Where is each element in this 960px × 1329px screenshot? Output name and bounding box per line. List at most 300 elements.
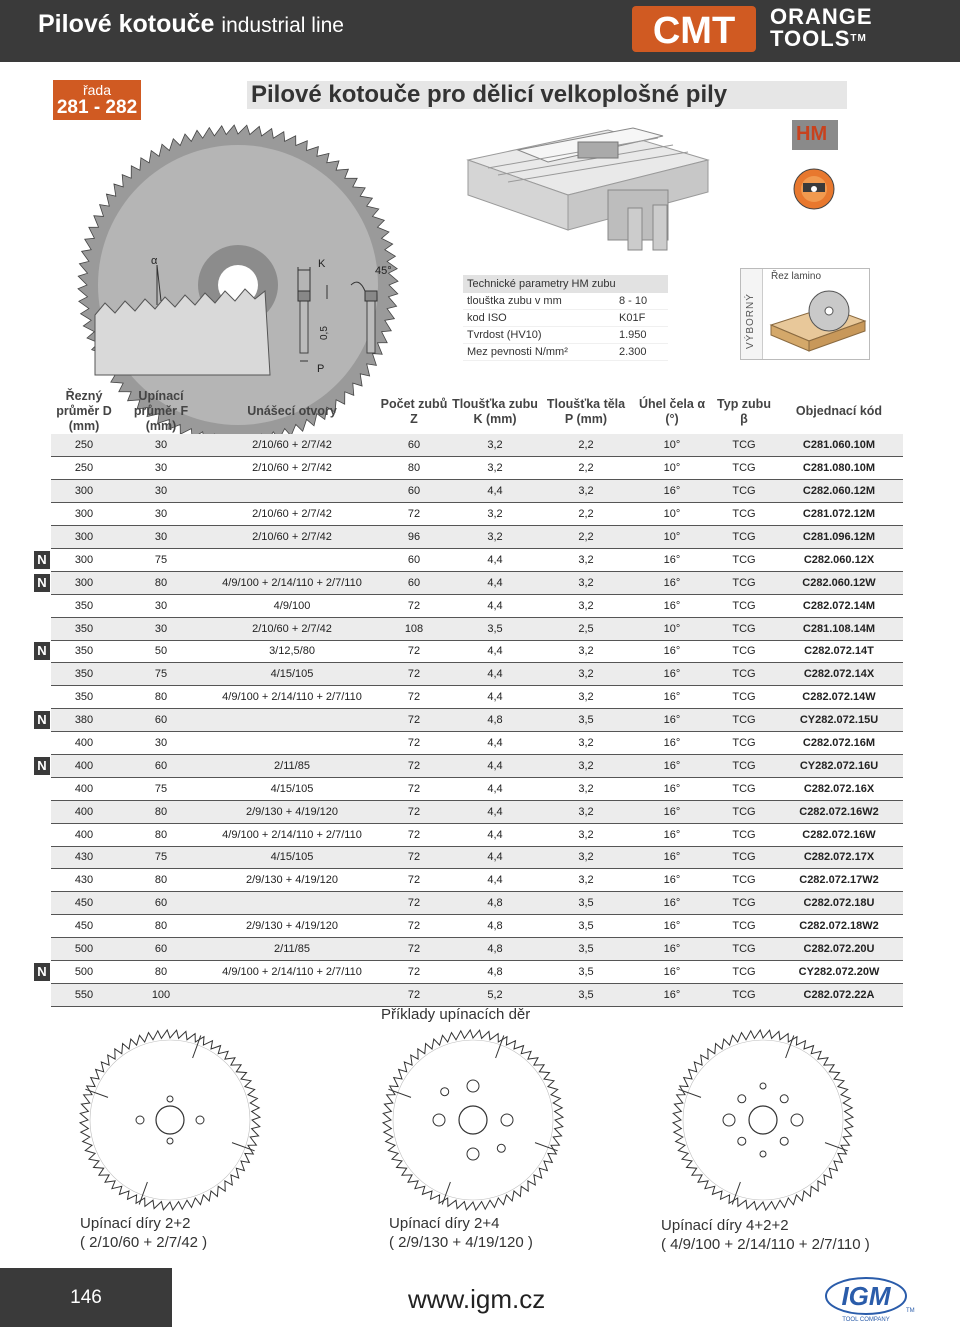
cell-order-code: C282.072.14M [775,594,903,617]
table-row [33,846,903,869]
cell-tooth-thickness: 3,2 [449,503,541,526]
cell-body-thickness: 3,2 [541,732,631,755]
cell-tooth-type: TCG [713,892,775,915]
cell-diameter: 430 [51,846,117,869]
cell-body-thickness: 3,2 [541,480,631,503]
cell-hook-angle: 16° [631,571,713,594]
cell-hook-angle: 16° [631,686,713,709]
header-teeth-count: Počet zubů Z [380,396,448,426]
cell-hook-angle: 16° [631,777,713,800]
cell-order-code: C281.096.12M [775,526,903,549]
new-flag-cell [33,594,51,617]
cell-pin-holes: 2/10/60 + 2/7/42 [205,457,379,480]
table-row [33,732,903,755]
cell-order-code: C282.072.18W2 [775,915,903,938]
series-value: 281 - 282 [56,97,138,118]
cell-tooth-thickness: 4,4 [449,480,541,503]
cell-tooth-type: TCG [713,800,775,823]
cell-hook-angle: 10° [631,434,713,457]
cell-diameter: 350 [51,617,117,640]
cell-tooth-thickness: 4,4 [449,869,541,892]
cell-teeth: 60 [379,548,449,571]
cell-tooth-type: TCG [713,686,775,709]
new-flag-cell [33,823,51,846]
cell-diameter: 300 [51,526,117,549]
title-light: industrial line [221,14,344,37]
p-label: P [317,363,325,375]
table-row [33,640,903,663]
example-blade-2-4 [373,1020,573,1220]
table-row [33,709,903,732]
table-row [33,526,903,549]
cell-bore: 60 [117,709,205,732]
cell-pin-holes [205,548,379,571]
new-flag-cell [33,571,51,594]
cell-diameter: 400 [51,754,117,777]
new-flag-cell [33,663,51,686]
cell-tooth-type: TCG [713,732,775,755]
cell-bore: 100 [117,983,205,1006]
cell-pin-holes: 2/9/130 + 4/19/120 [205,869,379,892]
example-blade-shape [80,1030,260,1210]
cell-teeth: 72 [379,503,449,526]
cell-pin-holes: 4/9/100 + 2/14/110 + 2/7/110 [205,686,379,709]
cell-hook-angle: 10° [631,617,713,640]
cell-tooth-type: TCG [713,663,775,686]
rating-side [741,269,763,359]
website-link[interactable]: www.igm.cz [408,1284,546,1314]
cell-tooth-type: TCG [713,823,775,846]
cell-diameter: 350 [51,640,117,663]
cell-teeth: 72 [379,915,449,938]
cell-order-code: C282.072.16W [775,823,903,846]
cell-tooth-type: TCG [713,846,775,869]
cell-diameter: 400 [51,732,117,755]
cell-body-thickness: 2,2 [541,503,631,526]
cell-bore: 80 [117,915,205,938]
param-row: tlouštka zubu v mm 8 - 10 [463,293,668,310]
new-flag-cell [33,892,51,915]
cmt-logo [632,6,756,52]
example-blade-shape [383,1030,563,1210]
param-row: Tvrdost (HV10) 1.950 [463,327,668,344]
rating-label: Řez lamino [771,271,822,282]
table-row [33,869,903,892]
cell-pin-holes: 2/10/60 + 2/7/42 [205,503,379,526]
cell-pin-holes: 2/10/60 + 2/7/42 [205,434,379,457]
cell-pin-holes: 2/9/130 + 4/19/120 [205,800,379,823]
cell-diameter: 430 [51,869,117,892]
cell-pin-holes: 3/12,5/80 [205,640,379,663]
hm-badge-text: HM [796,123,828,145]
cell-order-code: C282.060.12W [775,571,903,594]
cell-tooth-thickness: 4,4 [449,800,541,823]
cell-teeth: 72 [379,960,449,983]
cell-tooth-type: TCG [713,983,775,1006]
cell-pin-holes: 2/10/60 + 2/7/42 [205,526,379,549]
new-badge: N [34,551,50,569]
cell-tooth-thickness: 4,4 [449,640,541,663]
cell-tooth-thickness: 4,8 [449,960,541,983]
rating-side-text: VÝBORNÝ [745,293,756,349]
cell-diameter: 400 [51,823,117,846]
cell-tooth-type: TCG [713,938,775,961]
table-row [33,960,903,983]
new-flag-cell [33,869,51,892]
cell-order-code: C282.072.22A [775,983,903,1006]
cell-tooth-type: TCG [713,869,775,892]
table-row [33,823,903,846]
cell-diameter: 550 [51,983,117,1006]
table-row [33,777,903,800]
example-label-4-2-2: Upínací díry 4+2+2 ( 4/9/100 + 2/14/110 + 2/7/110 ) [661,1217,870,1253]
cell-tooth-thickness: 4,4 [449,594,541,617]
cell-tooth-thickness: 4,4 [449,732,541,755]
cell-order-code: C282.072.14W [775,686,903,709]
cell-teeth: 108 [379,617,449,640]
param-row: kod ISO K01F [463,310,668,327]
cell-teeth: 72 [379,663,449,686]
table-row [33,594,903,617]
cell-bore: 30 [117,594,205,617]
cell-tooth-thickness: 4,4 [449,823,541,846]
new-flag-cell [33,503,51,526]
igm-logo-sub: TOOL COMPANY [842,1317,890,1323]
cell-diameter: 400 [51,777,117,800]
cell-hook-angle: 16° [631,915,713,938]
example-blade-shape [673,1030,853,1210]
cell-teeth: 80 [379,457,449,480]
cell-bore: 80 [117,823,205,846]
cell-bore: 30 [117,503,205,526]
cell-teeth: 72 [379,777,449,800]
cell-bore: 60 [117,938,205,961]
table-row [33,457,903,480]
header-body-thickness: Tloušťka těla P (mm) [546,396,626,426]
new-flag-cell [33,960,51,983]
cell-tooth-type: TCG [713,617,775,640]
cell-order-code: C282.072.16M [775,732,903,755]
orange-tools-wordmark [770,6,873,50]
cell-hook-angle: 16° [631,663,713,686]
brand-tm: TM [850,33,867,44]
cell-tooth-type: TCG [713,571,775,594]
new-badge: N [34,757,50,775]
cell-teeth: 60 [379,480,449,503]
cell-hook-angle: 16° [631,846,713,869]
new-flag-cell [33,983,51,1006]
header-tooth-thickness: Tloušťka zubu K (mm) [452,396,538,426]
cell-order-code: C282.072.16W2 [775,800,903,823]
cell-pin-holes: 4/15/105 [205,846,379,869]
cell-order-code: C282.072.14T [775,640,903,663]
new-flag-cell [33,938,51,961]
header-bar [0,0,960,62]
cell-body-thickness: 3,2 [541,777,631,800]
cell-body-thickness: 3,2 [541,823,631,846]
cell-bore: 75 [117,846,205,869]
cell-diameter: 350 [51,594,117,617]
cell-tooth-type: TCG [713,640,775,663]
table-row [33,663,903,686]
cell-teeth: 72 [379,938,449,961]
new-badge: N [34,963,50,981]
cell-body-thickness: 3,2 [541,571,631,594]
example-label-2-4: Upínací díry 2+4 ( 2/9/130 + 4/19/120 ) [389,1215,533,1251]
page-title [38,10,344,39]
cell-pin-holes [205,709,379,732]
angle-label: 45° [375,265,392,277]
k-label: K [318,258,326,270]
examples-title: Příklady upínacích děr [381,1006,531,1023]
table-row [33,434,903,457]
cell-tooth-thickness: 4,4 [449,571,541,594]
cell-pin-holes: 4/9/100 [205,594,379,617]
cell-body-thickness: 3,5 [541,960,631,983]
example-blade-4-2-2 [663,1020,863,1220]
table-row [33,800,903,823]
cell-bore: 60 [117,754,205,777]
cell-body-thickness: 3,2 [541,640,631,663]
cell-diameter: 350 [51,686,117,709]
rating-box [740,268,870,360]
product-table [33,389,903,1007]
cell-pin-holes: 4/9/100 + 2/14/110 + 2/7/110 [205,823,379,846]
cell-order-code: C282.072.20U [775,938,903,961]
cell-teeth: 72 [379,800,449,823]
new-flag-cell [33,480,51,503]
cell-tooth-thickness: 4,8 [449,892,541,915]
page-number: 146 [0,1268,172,1327]
cell-bore: 30 [117,457,205,480]
cell-bore: 30 [117,526,205,549]
new-flag-cell [33,640,51,663]
cell-tooth-type: TCG [713,480,775,503]
cell-body-thickness: 3,2 [541,869,631,892]
cell-pin-holes: 2/10/60 + 2/7/42 [205,617,379,640]
cell-hook-angle: 16° [631,960,713,983]
cell-hook-angle: 16° [631,594,713,617]
new-flag-cell [33,434,51,457]
series-badge [53,80,141,120]
cell-pin-holes [205,892,379,915]
cell-hook-angle: 16° [631,938,713,961]
tooth-geometry-diagram [95,255,392,375]
params-heading: Technické parametry HM zubu [463,275,668,293]
cell-order-code: CY282.072.20W [775,960,903,983]
cell-bore: 75 [117,777,205,800]
cell-tooth-thickness: 4,4 [449,548,541,571]
cell-order-code: C281.108.14M [775,617,903,640]
cell-tooth-thickness: 4,8 [449,915,541,938]
cell-bore: 30 [117,480,205,503]
cell-tooth-thickness: 3,2 [449,457,541,480]
table-row [33,892,903,915]
cell-body-thickness: 3,5 [541,938,631,961]
alpha-label: α [151,255,158,267]
cell-tooth-thickness: 3,2 [449,434,541,457]
example-blade-2-2 [70,1020,270,1220]
section-headline: Pilové kotouče pro dělicí velkoplošné pily [247,81,847,109]
cell-order-code: C282.072.17X [775,846,903,869]
cell-tooth-type: TCG [713,754,775,777]
cell-tooth-thickness: 4,4 [449,663,541,686]
cell-body-thickness: 2,2 [541,457,631,480]
cell-order-code: C282.072.16X [775,777,903,800]
cell-teeth: 72 [379,754,449,777]
cell-teeth: 60 [379,571,449,594]
new-flag-cell [33,846,51,869]
cell-tooth-thickness: 4,8 [449,709,541,732]
cell-hook-angle: 16° [631,754,713,777]
cell-teeth: 72 [379,892,449,915]
cell-body-thickness: 3,5 [541,983,631,1006]
param-row: Mez pevnosti N/mm² 2.300 [463,344,668,361]
cell-bore: 80 [117,800,205,823]
cell-teeth: 72 [379,640,449,663]
cell-hook-angle: 16° [631,823,713,846]
cell-pin-holes [205,480,379,503]
cell-diameter: 300 [51,548,117,571]
new-flag-cell [33,686,51,709]
cell-diameter: 250 [51,457,117,480]
cell-teeth: 72 [379,869,449,892]
cell-body-thickness: 3,2 [541,800,631,823]
cell-teeth: 72 [379,983,449,1006]
cell-diameter: 300 [51,503,117,526]
cell-tooth-thickness: 4,4 [449,754,541,777]
new-flag-cell [33,457,51,480]
table-row [33,503,903,526]
example-label-2-2: Upínací díry 2+2 ( 2/10/60 + 2/7/42 ) [80,1215,208,1251]
cell-tooth-thickness: 4,8 [449,938,541,961]
cell-diameter: 250 [51,434,117,457]
cell-tooth-thickness: 4,4 [449,686,541,709]
technical-parameters [463,275,668,361]
new-flag-cell [33,548,51,571]
cell-body-thickness: 2,2 [541,526,631,549]
cell-body-thickness: 2,5 [541,617,631,640]
cell-body-thickness: 3,2 [541,594,631,617]
cell-order-code: C282.060.12X [775,548,903,571]
cell-tooth-type: TCG [713,960,775,983]
cell-bore: 30 [117,434,205,457]
brand-line1: ORANGE [770,4,873,29]
new-flag-cell [33,915,51,938]
cell-bore: 30 [117,732,205,755]
new-flag-cell [33,526,51,549]
cell-bore: 75 [117,548,205,571]
new-badge: N [34,642,50,660]
cell-tooth-type: TCG [713,548,775,571]
table-header-row [33,389,903,434]
cell-teeth: 72 [379,594,449,617]
header-order-code: Objednací kód [795,404,883,418]
cell-diameter: 500 [51,960,117,983]
table-row [33,938,903,961]
cell-teeth: 72 [379,823,449,846]
cell-order-code: C281.072.12M [775,503,903,526]
header-new-flag [33,389,51,434]
cell-diameter: 450 [51,915,117,938]
cell-order-code: CY282.072.16U [775,754,903,777]
table-row [33,617,903,640]
table-row [33,754,903,777]
cell-diameter: 400 [51,800,117,823]
cell-hook-angle: 16° [631,548,713,571]
cell-tooth-thickness: 3,5 [449,617,541,640]
cell-pin-holes [205,732,379,755]
cell-teeth: 60 [379,434,449,457]
cell-pin-holes: 4/15/105 [205,663,379,686]
cell-tooth-thickness: 4,4 [449,846,541,869]
cell-body-thickness: 2,2 [541,434,631,457]
cell-tooth-type: TCG [713,434,775,457]
cell-diameter: 350 [51,663,117,686]
cell-bore: 80 [117,960,205,983]
cell-teeth: 72 [379,732,449,755]
cell-tooth-type: TCG [713,709,775,732]
brand-line2: TOOLS [770,26,851,51]
title-bold: Pilové kotouče [38,10,215,38]
cell-bore: 80 [117,571,205,594]
table-row [33,480,903,503]
table-row [33,686,903,709]
lamino-cut-illustration [767,285,867,357]
cell-hook-angle: 16° [631,480,713,503]
table-body [33,434,903,1006]
cell-teeth: 72 [379,709,449,732]
header-bore-diameter: Upínací průměr F (mm) [133,389,189,433]
panel-saw-machine-image [458,120,714,262]
cell-body-thickness: 3,2 [541,754,631,777]
cell-bore: 80 [117,686,205,709]
cell-pin-holes: 4/9/100 + 2/14/110 + 2/7/110 [205,571,379,594]
cell-pin-holes [205,983,379,1006]
cell-teeth: 72 [379,686,449,709]
cell-body-thickness: 3,5 [541,709,631,732]
cell-tooth-type: TCG [713,915,775,938]
cell-body-thickness: 3,2 [541,663,631,686]
header-pin-holes: Unášecí otvory [247,404,337,418]
new-flag-cell [33,754,51,777]
cell-pin-holes: 4/15/105 [205,777,379,800]
table-row [33,548,903,571]
header-hook-angle: Úhel čela α (°) [638,396,706,426]
cell-order-code: C281.080.10M [775,457,903,480]
new-flag-cell [33,777,51,800]
new-flag-cell [33,709,51,732]
cell-body-thickness: 3,5 [541,915,631,938]
cell-pin-holes: 2/11/85 [205,938,379,961]
cell-tooth-thickness: 5,2 [449,983,541,1006]
cell-diameter: 500 [51,938,117,961]
cell-bore: 75 [117,663,205,686]
cell-bore: 80 [117,869,205,892]
new-flag-cell [33,732,51,755]
igm-logo-tm: TM [906,1308,915,1314]
thickness-label: 0,5 [319,326,330,340]
cell-body-thickness: 3,2 [541,846,631,869]
cell-hook-angle: 16° [631,800,713,823]
series-label: řada [82,82,112,98]
table-row [33,915,903,938]
cell-bore: 60 [117,892,205,915]
cell-diameter: 450 [51,892,117,915]
cell-pin-holes: 2/9/130 + 4/19/120 [205,915,379,938]
hm-material-badge [792,120,838,150]
cell-tooth-thickness: 3,2 [449,526,541,549]
